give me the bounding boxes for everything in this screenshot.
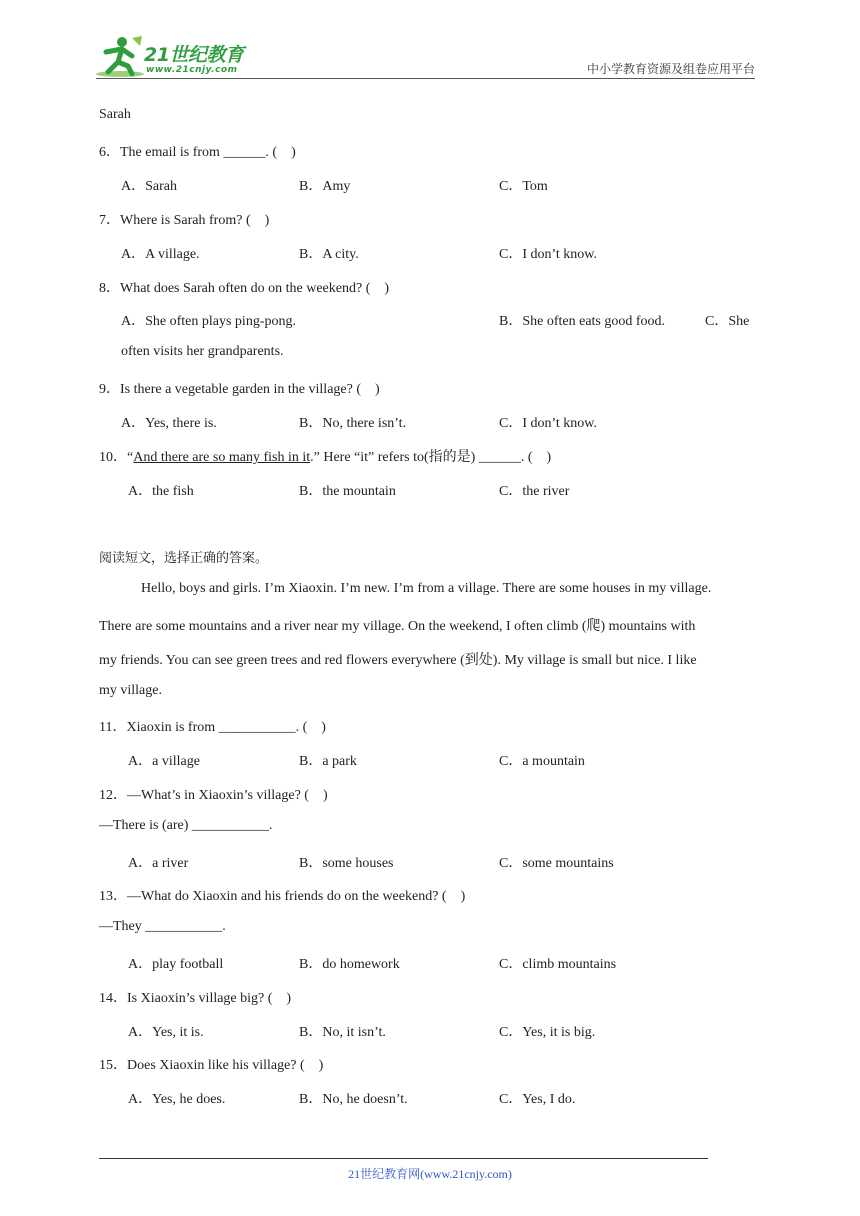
question-8-option-b[interactable]: B．She often eats good food. bbox=[499, 314, 666, 329]
question-11-option-b[interactable]: B．a park bbox=[299, 754, 357, 769]
logo-url: www.21cnjy.com bbox=[146, 65, 238, 75]
question-10-rest: .” Here “it” refers to(指的是) ______. ( ) bbox=[310, 450, 552, 465]
question-13-option-b[interactable]: B．do homework bbox=[299, 957, 400, 972]
question-9-option-a[interactable]: A．Yes, there is. bbox=[121, 416, 217, 431]
question-8-option-c-continued: often visits her grandparents. bbox=[121, 344, 284, 359]
question-14-option-c[interactable]: C．Yes, it is big. bbox=[499, 1025, 596, 1040]
question-7-stem: 7．Where is Sarah from? ( ) bbox=[99, 213, 270, 228]
header-divider bbox=[96, 78, 755, 79]
question-6-option-b[interactable]: B．Amy bbox=[299, 179, 351, 194]
question-6-option-a[interactable]: A．Sarah bbox=[121, 179, 177, 194]
question-9-option-b[interactable]: B．No, there isn’t. bbox=[299, 416, 407, 431]
question-12-option-b[interactable]: B．some houses bbox=[299, 856, 394, 871]
question-15-option-a[interactable]: A．Yes, he does. bbox=[128, 1092, 226, 1107]
question-9-option-c[interactable]: C．I don’t know. bbox=[499, 416, 597, 431]
question-12-answer-line: —There is (are) ___________. bbox=[99, 818, 273, 833]
footer-website-link[interactable]: 21世纪教育网(www.21cnjy.com) bbox=[348, 1167, 512, 1181]
question-14-stem: 14．Is Xiaoxin’s village big? ( ) bbox=[99, 991, 292, 1006]
logo-text: 21世纪教育 bbox=[144, 44, 244, 66]
question-9-stem: 9．Is there a vegetable garden in the village? ( ) bbox=[99, 382, 380, 397]
question-15-option-c[interactable]: C．Yes, I do. bbox=[499, 1092, 576, 1107]
question-8-stem: 8．What does Sarah often do on the weekend? ( ) bbox=[99, 281, 390, 296]
question-15-stem: 15．Does Xiaoxin like his village? ( ) bbox=[99, 1058, 324, 1073]
question-13-option-a[interactable]: A．play football bbox=[128, 957, 224, 972]
passage-line-3: my friends. You can see green trees and red flowers everywhere (到处). My village is small but nice. I like bbox=[99, 653, 697, 668]
question-8-option-c[interactable]: C．She bbox=[705, 314, 750, 329]
question-10-number: 10．“ bbox=[99, 450, 134, 465]
question-11-option-a[interactable]: A．a village bbox=[128, 754, 200, 769]
passage-line-4: my village. bbox=[99, 683, 162, 698]
question-11-stem: 11．Xiaoxin is from ___________. ( ) bbox=[99, 720, 326, 735]
question-7-option-b[interactable]: B．A city. bbox=[299, 247, 359, 262]
question-6-stem: 6．The email is from ______. ( ) bbox=[99, 145, 296, 160]
question-10-stem bbox=[99, 446, 551, 466]
question-7-option-c[interactable]: C．I don’t know. bbox=[499, 247, 597, 262]
question-6-option-c[interactable]: C．Tom bbox=[499, 179, 548, 194]
question-7-option-a[interactable]: A．A village. bbox=[121, 247, 200, 262]
question-10-quoted-sentence: And there are so many fish in it bbox=[133, 450, 311, 465]
question-12-stem: 12．—What’s in Xiaoxin’s village? ( ) bbox=[99, 788, 328, 803]
question-12-option-c[interactable]: C．some mountains bbox=[499, 856, 614, 871]
question-10-option-c[interactable]: C．the river bbox=[499, 484, 570, 499]
question-12-option-a[interactable]: A．a river bbox=[128, 856, 189, 871]
question-13-stem: 13．—What do Xiaoxin and his friends do on the weekend? ( ) bbox=[99, 889, 466, 904]
question-14-option-b[interactable]: B．No, it isn’t. bbox=[299, 1025, 386, 1040]
question-11-option-c[interactable]: C．a mountain bbox=[499, 754, 585, 769]
question-8-option-a[interactable]: A．She often plays ping-pong. bbox=[121, 314, 296, 329]
runner-logo-icon bbox=[92, 34, 144, 80]
site-logo bbox=[92, 34, 262, 80]
question-10-option-b[interactable]: B．the mountain bbox=[299, 484, 396, 499]
passage-signature: Sarah bbox=[99, 107, 131, 122]
passage-line-2: There are some mountains and a river near my village. On the weekend, I often climb (爬) mountains with bbox=[99, 619, 696, 634]
passage-line-1: Hello, boys and girls. I’m Xiaoxin. I’m new. I’m from a village. There are some houses in my village. bbox=[141, 581, 712, 596]
section-title: 阅读短文，选择正确的答案。 bbox=[99, 551, 269, 566]
question-13-option-c[interactable]: C．climb mountains bbox=[499, 957, 617, 972]
question-10-option-a[interactable]: A．the fish bbox=[128, 484, 194, 499]
header-platform-text: 中小学教育资源及组卷应用平台 bbox=[586, 62, 755, 76]
question-13-answer-line: —They ___________. bbox=[99, 919, 226, 934]
question-15-option-b[interactable]: B．No, he doesn’t. bbox=[299, 1092, 408, 1107]
footer-divider bbox=[99, 1158, 708, 1159]
question-14-option-a[interactable]: A．Yes, it is. bbox=[128, 1025, 204, 1040]
